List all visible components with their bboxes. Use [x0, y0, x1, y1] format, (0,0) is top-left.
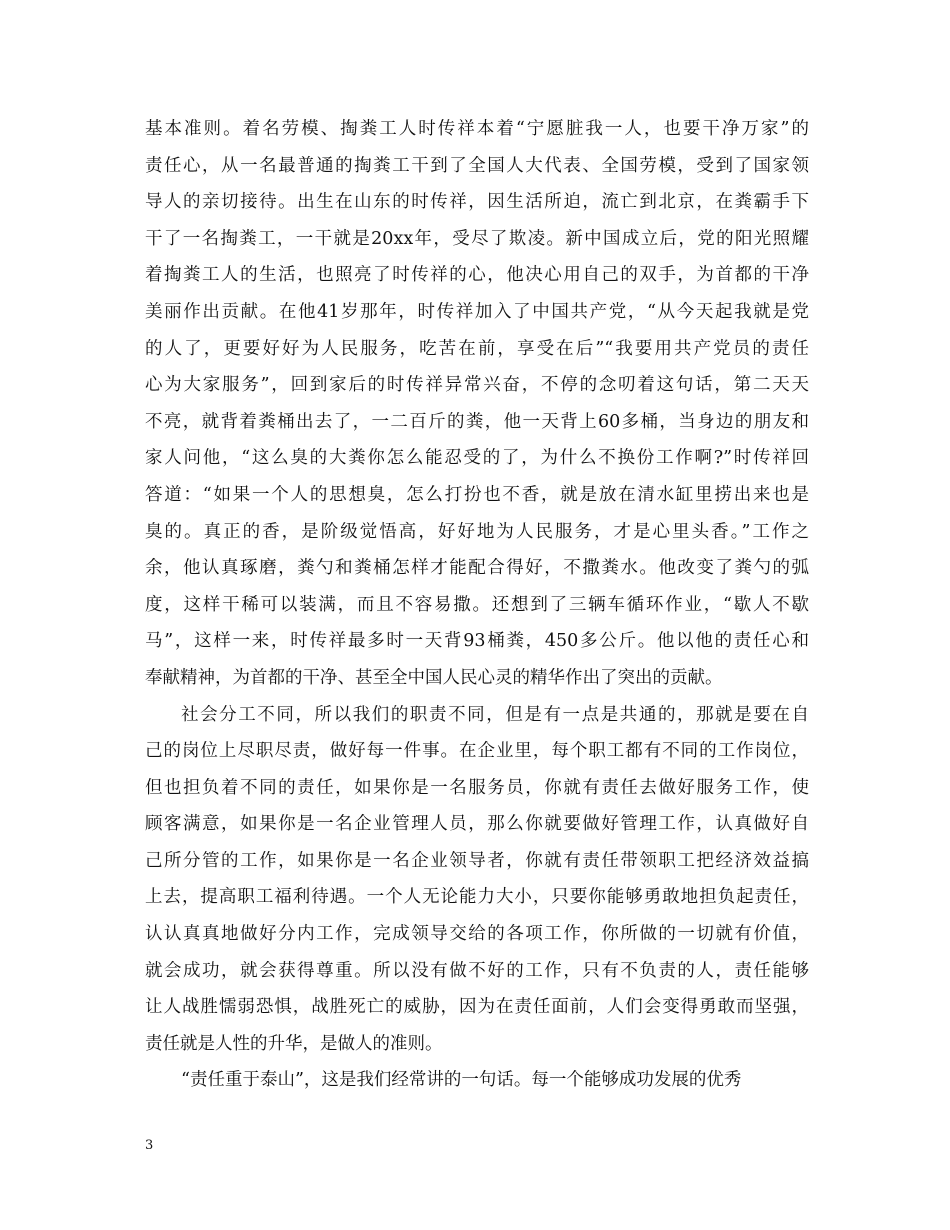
text-line: 己所分管的工作，如果你是一名企业领导者，你就有责任带领职工把经济效益搞	[145, 850, 809, 871]
text-line: 马”，这样一来，时传祥最多时一天背93桶粪，450多公斤。他以他的责任心和	[145, 631, 809, 652]
page-number: 3	[145, 1138, 154, 1153]
text-line: 心为大家服务”，回到家后的时传祥异常兴奋，不停的念叨着这句话，第二天天	[145, 375, 809, 396]
paragraph	[145, 111, 809, 697]
text-line: 让人战胜懦弱恐惧，战胜死亡的威胁，因为在责任面前，人们会变得勇敢而坚强，	[145, 997, 809, 1018]
paragraph	[145, 1062, 809, 1099]
text-line: 美丽作出贡献。在他41岁那年，时传祥加入了中国共产党，“从今天起我就是党	[145, 301, 809, 322]
text-line: 责任就是人性的升华，是做人的准则。	[145, 1033, 443, 1054]
text-line: 顾客满意，如果你是一名企业管理人员，那么你就要做好管理工作，认真做好自	[145, 814, 809, 835]
text-line: 就会成功，就会获得尊重。所以没有做不好的工作，只有不负责的人，责任能够	[145, 960, 809, 981]
text-line: 家人问他，“这么臭的大粪你怎么能忍受的了，为什么不换份工作啊?”时传祥回	[145, 448, 809, 469]
text-line: 奉献精神，为首都的干净、甚至全中国人民心灵的精华作出了突出的贡献。	[145, 667, 723, 688]
text-line: 臭的。真正的香，是阶级觉悟高，好好地为人民服务，才是心里头香。”工作之	[145, 521, 809, 542]
paragraph	[145, 697, 809, 1063]
text-line: 认认真真地做好分内工作，完成领导交给的各项工作，你所做的一切就有价值，	[145, 924, 809, 945]
text-line: 度，这样干稀可以装满，而且不容易撒。还想到了三辆车循环作业，“歇人不歇	[145, 594, 809, 615]
text-line: “责任重于泰山”，这是我们经常讲的一句话。每一个能够成功发展的优秀	[181, 1070, 742, 1091]
text-line: 基本准则。着名劳模、掏粪工人时传祥本着“宁愿脏我一人，也要干净万家”的	[145, 119, 809, 139]
text-line: 答道：“如果一个人的思想臭，怎么打扮也不香，就是放在清水缸里捞出来也是	[145, 484, 809, 505]
text-line: 导人的亲切接待。出生在山东的时传祥，因生活所迫，流亡到北京，在粪霸手下	[145, 192, 809, 213]
text-line: 责任心，从一名最普通的掏粪工干到了全国人大代表、全国劳模，受到了国家领	[145, 155, 809, 176]
text-line: 余，他认真琢磨，粪勺和粪桶怎样才能配合得好，不撒粪水。他改变了粪勺的弧	[145, 558, 809, 579]
text-line: 社会分工不同，所以我们的职责不同，但是有一点是共通的，那就是要在自	[181, 704, 809, 725]
text-line: 干了一名掏粪工，一干就是20xx年，受尽了欺凌。新中国成立后，党的阳光照耀	[145, 228, 809, 249]
document-body	[145, 111, 809, 1099]
text-line: 但也担负着不同的责任，如果你是一名服务员，你就有责任去做好服务工作，使	[145, 777, 809, 798]
text-line: 己的岗位上尽职尽责，做好每一件事。在企业里，每个职工都有不同的工作岗位，	[145, 741, 809, 762]
text-line: 不亮，就背着粪桶出去了，一二百斤的粪，他一天背上60多桶，当身边的朋友和	[145, 411, 809, 432]
text-line: 的人了，更要好好为人民服务，吃苦在前，享受在后”“我要用共产党员的责任	[145, 338, 809, 359]
text-line: 着掏粪工人的生活，也照亮了时传祥的心，他决心用自己的双手，为首都的干净	[145, 265, 809, 286]
text-line: 上去，提高职工福利待遇。一个人无论能力大小，只要你能够勇敢地担负起责任，	[145, 887, 809, 908]
